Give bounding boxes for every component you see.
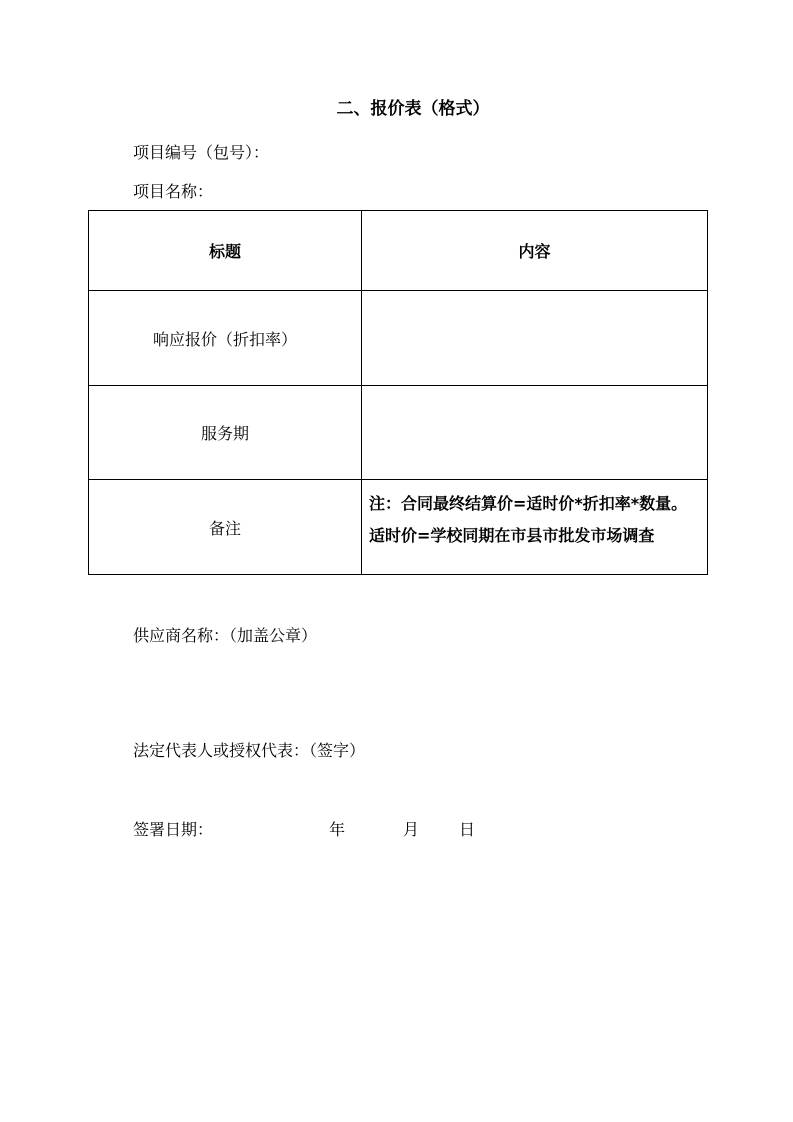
table-row	[89, 480, 708, 575]
row-label: 服务期	[89, 386, 362, 480]
header-content: 内容	[362, 211, 708, 291]
table-header-row	[89, 211, 708, 291]
header-title: 标题	[89, 211, 362, 291]
table-row	[89, 291, 708, 386]
quote-table	[88, 210, 708, 575]
note-line: 注：合同最终结算价=适时价*折扣率*数量。	[369, 494, 688, 513]
note-line: 适时价=学校同期在市县市批发市场调查	[369, 526, 655, 545]
supplier-label: 供应商名称：（加盖公章）	[133, 626, 318, 645]
representative-label: 法定代表人或授权代表：（签字）	[133, 741, 366, 760]
row-content	[362, 291, 708, 386]
date-year: 年	[329, 820, 346, 839]
date-label: 签署日期：	[133, 820, 214, 839]
row-label: 响应报价（折扣率）	[89, 291, 362, 386]
row-label: 备注	[89, 480, 362, 575]
date-month: 月	[403, 820, 420, 839]
date-day: 日	[459, 820, 476, 839]
document-title: 二、报价表（格式）	[336, 99, 490, 119]
project-number-label: 项目编号（包号）：	[133, 143, 270, 162]
project-name-label: 项目名称：	[133, 182, 214, 201]
row-content	[362, 386, 708, 480]
table-row	[89, 386, 708, 480]
row-content	[362, 480, 708, 575]
